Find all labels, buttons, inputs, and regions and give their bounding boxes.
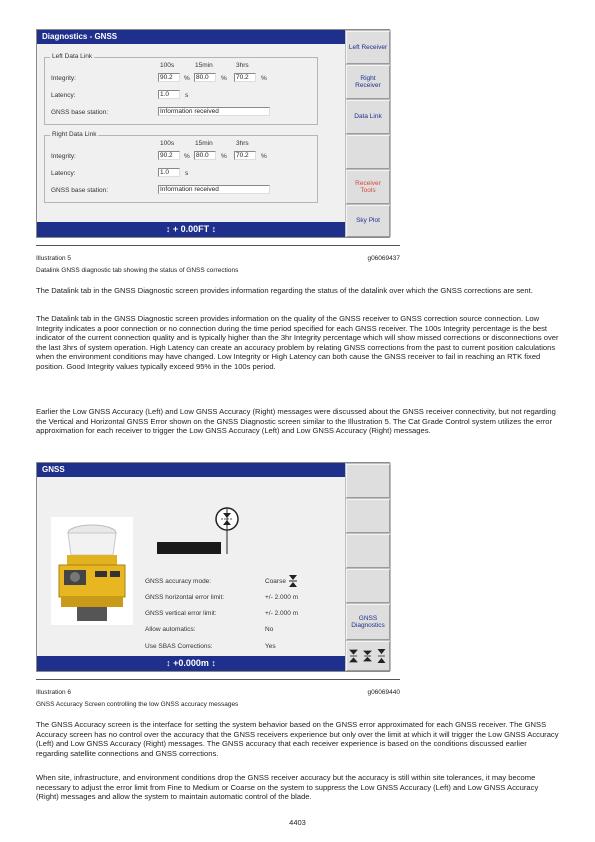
integrity-3hrs-field[interactable]: 70.2 [234, 151, 256, 160]
screen-title: Diagnostics - GNSS [37, 30, 345, 44]
softkey-sky-plot[interactable]: Sky Plot [346, 205, 390, 237]
gnss-receiver-image [51, 517, 133, 625]
latency-field[interactable]: 1.0 [158, 90, 180, 99]
unit-percent: % [184, 75, 190, 82]
vertical-error-value[interactable]: +/- 2.000 m [265, 610, 299, 617]
right-data-link-group [44, 131, 318, 203]
body-paragraph: The Datalink tab in the GNSS Diagnostic screen provides information regarding the status of the datalink over which the GNSS corrections are sent. [36, 286, 533, 295]
softkey-right-receiver[interactable]: Right Receiver [346, 65, 390, 99]
blade-accuracy-graphic [157, 501, 267, 561]
elevation-offset-footer: ↕ + 0.00FT ↕ [37, 222, 345, 237]
base-station-label: GNSS base station: [51, 109, 109, 116]
unit-seconds: s [185, 170, 189, 177]
illustration-caption: Datalink GNSS diagnostic tab showing the status of GNSS corrections [36, 267, 239, 274]
diagnostics-main-panel [37, 30, 345, 237]
sbas-corrections-value[interactable]: Yes [265, 643, 276, 650]
diagnostics-body [37, 44, 345, 224]
integrity-100s-field[interactable]: 90.2 [158, 151, 180, 160]
col-header-3hrs: 3hrs [236, 62, 249, 69]
integrity-15min-field[interactable]: 80.0 [194, 73, 216, 82]
integrity-15min-field[interactable]: 80.0 [194, 151, 216, 160]
softkey-blank[interactable] [346, 135, 390, 169]
group-title: Left Data Link [52, 53, 93, 60]
softkey-blank[interactable] [346, 569, 390, 603]
col-header-100s: 100s [160, 62, 175, 69]
gnss-accuracy-screen [36, 462, 390, 672]
diagnostics-gnss-screen [36, 29, 390, 238]
unit-percent: % [221, 75, 227, 82]
softkey-gnss-diagnostics[interactable]: GNSS Diagnostics [346, 604, 390, 640]
illustration-caption: GNSS Accuracy Screen controlling the low GNSS accuracy messages [36, 701, 239, 708]
accuracy-coarse-icon [289, 574, 297, 588]
softkey-column [345, 30, 391, 237]
sbas-corrections-label: Use SBAS Corrections: [145, 643, 213, 650]
latency-field[interactable]: 1.0 [158, 168, 180, 177]
horizontal-error-value[interactable]: +/- 2.000 m [265, 594, 299, 601]
softkey-accuracy-levels[interactable] [346, 641, 390, 671]
base-station-field[interactable]: Information received [158, 185, 270, 194]
col-header-15min: 15min [195, 62, 213, 69]
softkey-blank[interactable] [346, 499, 390, 533]
illustration-label: Illustration 5 [36, 255, 72, 262]
horizontal-error-label: GNSS horizontal error limit: [145, 594, 225, 601]
caption-rule [36, 679, 400, 680]
allow-automatics-value[interactable]: No [265, 626, 274, 633]
left-data-link-group [44, 53, 318, 125]
elevation-offset-footer: ↕ +0.000m ↕ [37, 656, 345, 671]
base-station-field[interactable]: Information received [158, 107, 270, 116]
softkey-blank[interactable] [346, 534, 390, 568]
body-paragraph: The GNSS Accuracy screen is the interface for setting the system behavior based on the GNSS error approximated for each GNSS receiver. The GNSS Accuracy screen has no control over the accuracy that the GNSS receivers experience but only over the limit at which it will trigger the Low GNSS Accuracy (Left) and Low GNSS Accuracy (Right) messages. The GNSS accuracy that each receiver experience is based on the conditions discussed earlier regarding satellite connections and GNSS corrections. [36, 720, 559, 758]
softkey-left-receiver[interactable]: Left Receiver [346, 31, 390, 64]
allow-automatics-label: Allow automatics: [145, 626, 196, 633]
accuracy-levels-icon [348, 649, 388, 663]
body-paragraph: The Datalink tab in the GNSS Diagnostic screen provides information on the quality of the GNSS receiver to GNSS correction source connection. Low Integrity indicates a poor connection or no connection during the time period specified for each GNSS receiver. The 100s Integrity percentage is the best indicator of the current connection quality and is typically higher than the 3hr Integrity percentage which will show missed corrections or disconnections over the last 3hrs of system operation. High Latency can create an accuracy problem by relating GNSS corrections from the past to current position calculations when the environment conditions may have changed. Low Integrity or High Latency can both cause the GNSS receiver to fail in reaching an RTK fixed position. Good Integrity values typically exceed 95% in the 100s period. [36, 314, 559, 371]
unit-percent: % [261, 153, 267, 160]
col-header-100s: 100s [160, 140, 175, 147]
page-number: 4403 [289, 818, 306, 827]
integrity-label: Integrity: [51, 75, 76, 82]
caption-rule [36, 245, 400, 246]
col-header-3hrs: 3hrs [236, 140, 249, 147]
softkey-blank[interactable] [346, 464, 390, 498]
integrity-100s-field[interactable]: 90.2 [158, 73, 180, 82]
illustration-label: Illustration 6 [36, 689, 72, 696]
unit-percent: % [221, 153, 227, 160]
latency-label: Latency: [51, 92, 76, 99]
vertical-error-label: GNSS vertical error limit: [145, 610, 217, 617]
illustration-code: g06069437 [367, 255, 400, 262]
softkey-receiver-tools[interactable]: Receiver Tools [346, 170, 390, 204]
unit-percent: % [184, 153, 190, 160]
integrity-3hrs-field[interactable]: 70.2 [234, 73, 256, 82]
integrity-label: Integrity: [51, 153, 76, 160]
col-header-15min: 15min [195, 140, 213, 147]
accuracy-mode-label: GNSS accuracy mode: [145, 578, 212, 585]
group-title: Right Data Link [52, 131, 97, 138]
accuracy-mode-value[interactable]: Coarse [265, 578, 286, 585]
screen-title: GNSS [37, 463, 345, 477]
latency-label: Latency: [51, 170, 76, 177]
unit-seconds: s [185, 92, 189, 99]
base-station-label: GNSS base station: [51, 187, 109, 194]
body-paragraph: When site, infrastructure, and environment conditions drop the GNSS receiver accuracy but the accuracy is still within site tolerances, it may become necessary to adjust the error limit from Fine to Medium or Coarse on the system to suppress the Low GNSS Accuracy (Left) and Low GNSS Accuracy (Right) messages and allow the system to maintain automatic control of the blade. [36, 773, 539, 801]
gnss-main-panel [37, 463, 345, 671]
body-paragraph: Earlier the Low GNSS Accuracy (Left) and Low GNSS Accuracy (Right) messages were discussed about the GNSS receiver connectivity, but not regarding the Vertical and Horizontal GNSS Error shown on the GNSS Diagnostic screen similar to the Illustration 5. The Cat Grade Control system utilizes the error approximation for each receiver to trigger the Low GNSS Accuracy (Left) and Low GNSS Accuracy (Right) messages. [36, 407, 556, 435]
unit-percent: % [261, 75, 267, 82]
softkey-column [345, 463, 391, 671]
softkey-data-link[interactable]: Data Link [346, 100, 390, 134]
gnss-body [37, 477, 345, 658]
illustration-code: g06069440 [367, 689, 400, 696]
